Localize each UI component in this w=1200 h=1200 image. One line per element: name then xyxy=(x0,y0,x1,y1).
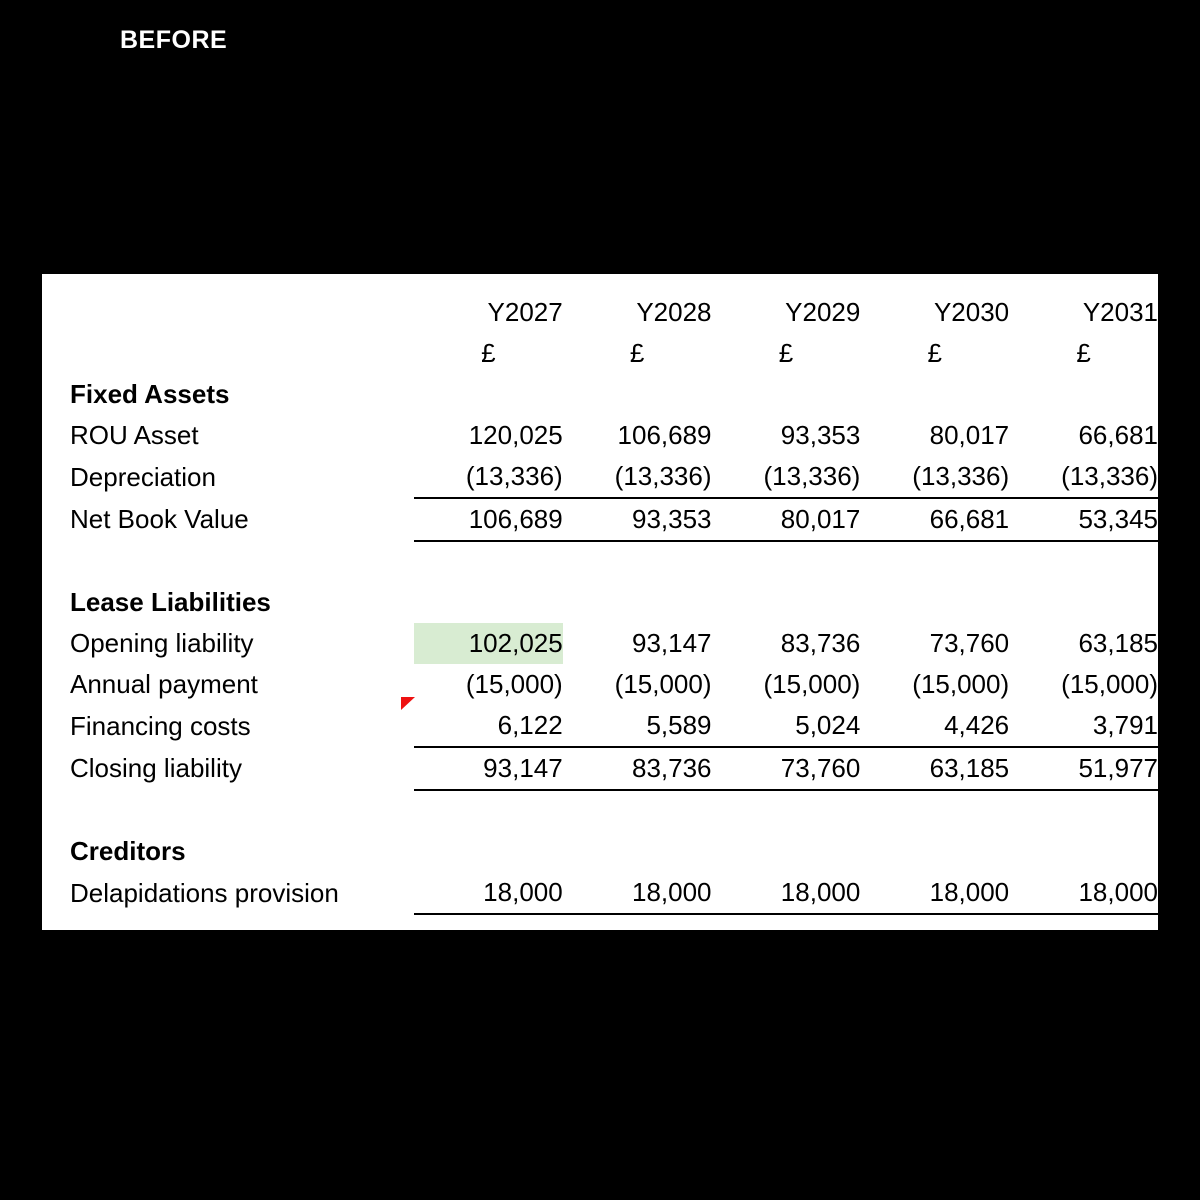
currency-symbol-y2027: £ xyxy=(481,338,496,368)
cell-depreciation-y2030: (13,336) xyxy=(912,461,1010,491)
financial-table-sheet xyxy=(42,274,1158,930)
cell-closing-liability-y2028: 83,736 xyxy=(563,747,712,790)
currency-symbol-y2028: £ xyxy=(629,338,645,368)
cell-opening-liability-y2029: 83,736 xyxy=(780,628,861,658)
cell-closing-liability-y2030: 63,185 xyxy=(860,747,1009,790)
cell-annual-payment-y2031: (15,000) xyxy=(1061,669,1158,699)
cell-closing-liability-y2031: 51,977 xyxy=(1009,747,1158,790)
cell-closing-liability-y2029: 73,760 xyxy=(712,747,861,790)
cell-annual-payment-y2029: (15,000) xyxy=(763,669,861,699)
cell-financing-costs-y2027: 6,122 xyxy=(497,710,563,740)
currency-row xyxy=(70,333,1158,374)
cell-net-book-value-y2028: 93,353 xyxy=(563,498,712,541)
cell-net-book-value-y2027: 106,689 xyxy=(414,498,563,541)
cell-depreciation-y2029: (13,336) xyxy=(763,461,861,491)
cell-opening-liability-y2031: 63,185 xyxy=(1078,628,1158,658)
cell-opening-liability-y2027[interactable]: 102,025 xyxy=(414,623,563,664)
table-header-row xyxy=(70,292,1158,333)
section-title-fixed-assets: Fixed Assets xyxy=(70,379,230,409)
cell-rou-asset-y2027: 120,025 xyxy=(468,420,563,450)
section-title-row xyxy=(70,831,1158,872)
row-label-closing-liability: Closing liability xyxy=(70,753,242,783)
currency-symbol-y2030: £ xyxy=(927,338,942,368)
row-label-rou-asset: ROU Asset xyxy=(70,420,199,450)
section-title-creditors: Creditors xyxy=(70,836,186,866)
section-title-row xyxy=(70,582,1158,623)
cell-financing-costs-y2029: 5,024 xyxy=(795,710,861,740)
cell-depreciation-y2031: (13,336) xyxy=(1061,461,1158,491)
cell-rou-asset-y2028: 106,689 xyxy=(617,420,712,450)
table-row-total xyxy=(70,498,1158,541)
section-title-row xyxy=(70,374,1158,415)
table-row xyxy=(70,623,1158,664)
table-row xyxy=(70,872,1158,914)
section-spacer xyxy=(70,541,1158,582)
column-header-y2031: Y2031 xyxy=(1082,297,1158,327)
cell-annual-payment-y2028: (15,000) xyxy=(614,669,712,699)
cell-net-book-value-y2031: 53,345 xyxy=(1009,498,1158,541)
table-row xyxy=(70,664,1158,705)
lease-accounting-table xyxy=(70,292,1158,915)
slide-label: BEFORE xyxy=(120,26,228,54)
cell-delapidations-y2029: 18,000 xyxy=(712,872,861,914)
column-header-y2029: Y2029 xyxy=(785,297,861,327)
cell-closing-liability-y2027: 93,147 xyxy=(414,747,563,790)
cell-delapidations-y2027: 18,000 xyxy=(414,872,563,914)
cell-opening-liability-y2028: 93,147 xyxy=(631,628,712,658)
cell-net-book-value-y2030: 66,681 xyxy=(860,498,1009,541)
section-title-lease-liabilities: Lease Liabilities xyxy=(70,587,271,617)
cell-delapidations-y2028: 18,000 xyxy=(563,872,712,914)
cell-delapidations-y2030: 18,000 xyxy=(860,872,1009,914)
cell-financing-costs-y2028: 5,589 xyxy=(646,710,712,740)
row-label-opening-liability: Opening liability xyxy=(70,628,254,658)
cell-delapidations-y2031: 18,000 xyxy=(1009,872,1158,914)
row-label-header xyxy=(70,292,414,333)
row-label-financing-costs: Financing costs xyxy=(70,710,251,741)
cell-rou-asset-y2031: 66,681 xyxy=(1078,420,1158,450)
table-row xyxy=(70,705,1158,747)
comment-marker-icon xyxy=(401,697,415,710)
column-header-y2028: Y2028 xyxy=(636,297,712,327)
row-label-net-book-value: Net Book Value xyxy=(70,504,249,534)
cell-rou-asset-y2030: 80,017 xyxy=(929,420,1010,450)
cell-annual-payment-y2030: (15,000) xyxy=(912,669,1010,699)
section-spacer xyxy=(70,790,1158,831)
column-header-y2030: Y2030 xyxy=(933,297,1010,327)
cell-depreciation-y2028: (13,336) xyxy=(614,461,712,491)
cell-opening-liability-y2030: 73,760 xyxy=(929,628,1010,658)
cell-annual-payment-y2027: (15,000) xyxy=(465,669,563,699)
currency-symbol-y2031: £ xyxy=(1076,338,1091,368)
table-row-total xyxy=(70,747,1158,790)
currency-symbol-y2029: £ xyxy=(778,338,794,368)
row-label-annual-payment: Annual payment xyxy=(70,669,258,699)
cell-financing-costs-y2030: 4,426 xyxy=(944,710,1010,740)
cell-financing-costs-y2031: 3,791 xyxy=(1092,710,1158,740)
column-header-y2027: Y2027 xyxy=(487,297,563,327)
currency-row-label xyxy=(70,333,414,374)
table-row xyxy=(70,456,1158,498)
cell-net-book-value-y2029: 80,017 xyxy=(712,498,861,541)
cell-depreciation-y2027: (13,336) xyxy=(465,461,563,491)
table-row xyxy=(70,415,1158,456)
row-label-delapidations-provision: Delapidations provision xyxy=(70,877,339,908)
row-label-depreciation: Depreciation xyxy=(70,461,216,492)
cell-rou-asset-y2029: 93,353 xyxy=(780,420,861,450)
